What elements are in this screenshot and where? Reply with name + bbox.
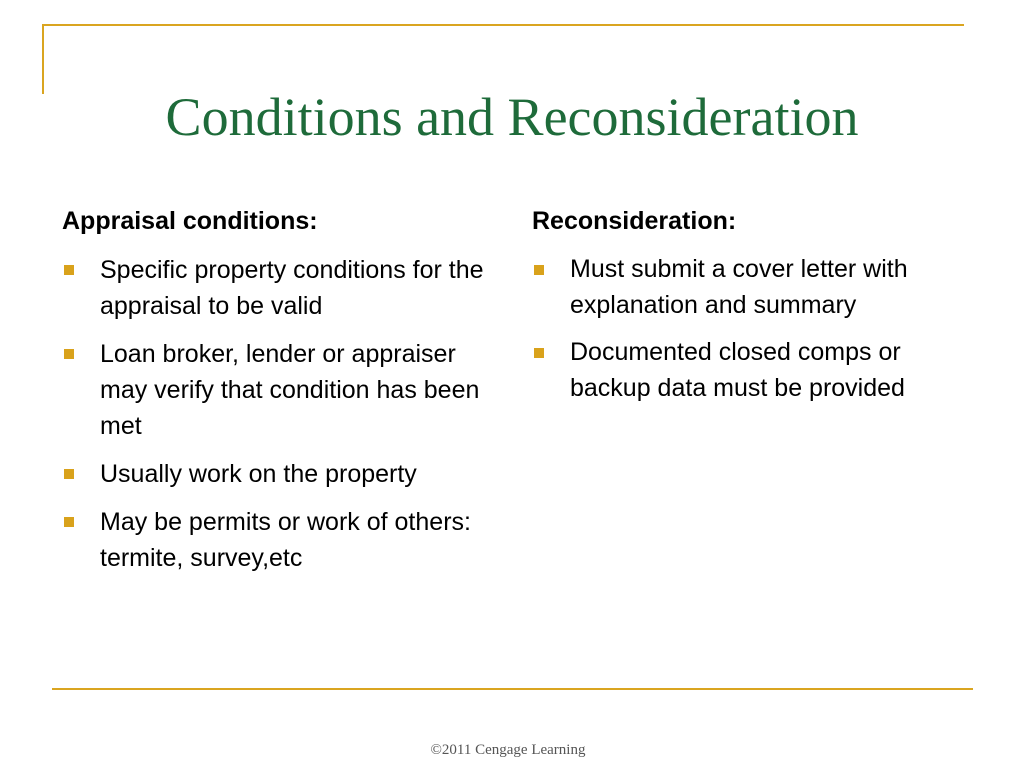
bottom-divider xyxy=(52,688,973,690)
list-item-text: Specific property conditions for the appraisal to be valid xyxy=(100,256,484,320)
list-item-text: Usually work on the property xyxy=(100,460,417,488)
list-item xyxy=(62,252,502,324)
slide-title: Conditions and Reconsideration xyxy=(165,87,859,147)
list-item xyxy=(62,456,502,492)
left-column xyxy=(62,204,502,588)
square-bullet-icon xyxy=(64,469,74,479)
top-frame-line xyxy=(42,24,964,26)
left-bullet-list xyxy=(62,252,502,576)
list-item xyxy=(532,252,952,323)
square-bullet-icon xyxy=(64,517,74,527)
square-bullet-icon xyxy=(64,349,74,359)
list-item xyxy=(62,504,502,576)
list-item xyxy=(62,336,502,444)
right-column xyxy=(532,204,952,418)
right-bullet-list xyxy=(532,252,952,406)
square-bullet-icon xyxy=(534,348,544,358)
list-item-text: Loan broker, lender or appraiser may verify that condition has been met xyxy=(100,340,480,440)
copyright-footer: ©2011 Cengage Learning xyxy=(430,742,586,758)
left-column-heading: Appraisal conditions: xyxy=(62,207,318,235)
square-bullet-icon xyxy=(64,265,74,275)
list-item xyxy=(532,335,952,406)
list-item-text: Must submit a cover letter with explanation and summary xyxy=(570,255,908,319)
list-item-text: May be permits or work of others: termite, survey,etc xyxy=(100,508,471,572)
right-column-heading: Reconsideration: xyxy=(532,207,737,235)
list-item-text: Documented closed comps or backup data must be provided xyxy=(570,338,905,402)
square-bullet-icon xyxy=(534,265,544,275)
